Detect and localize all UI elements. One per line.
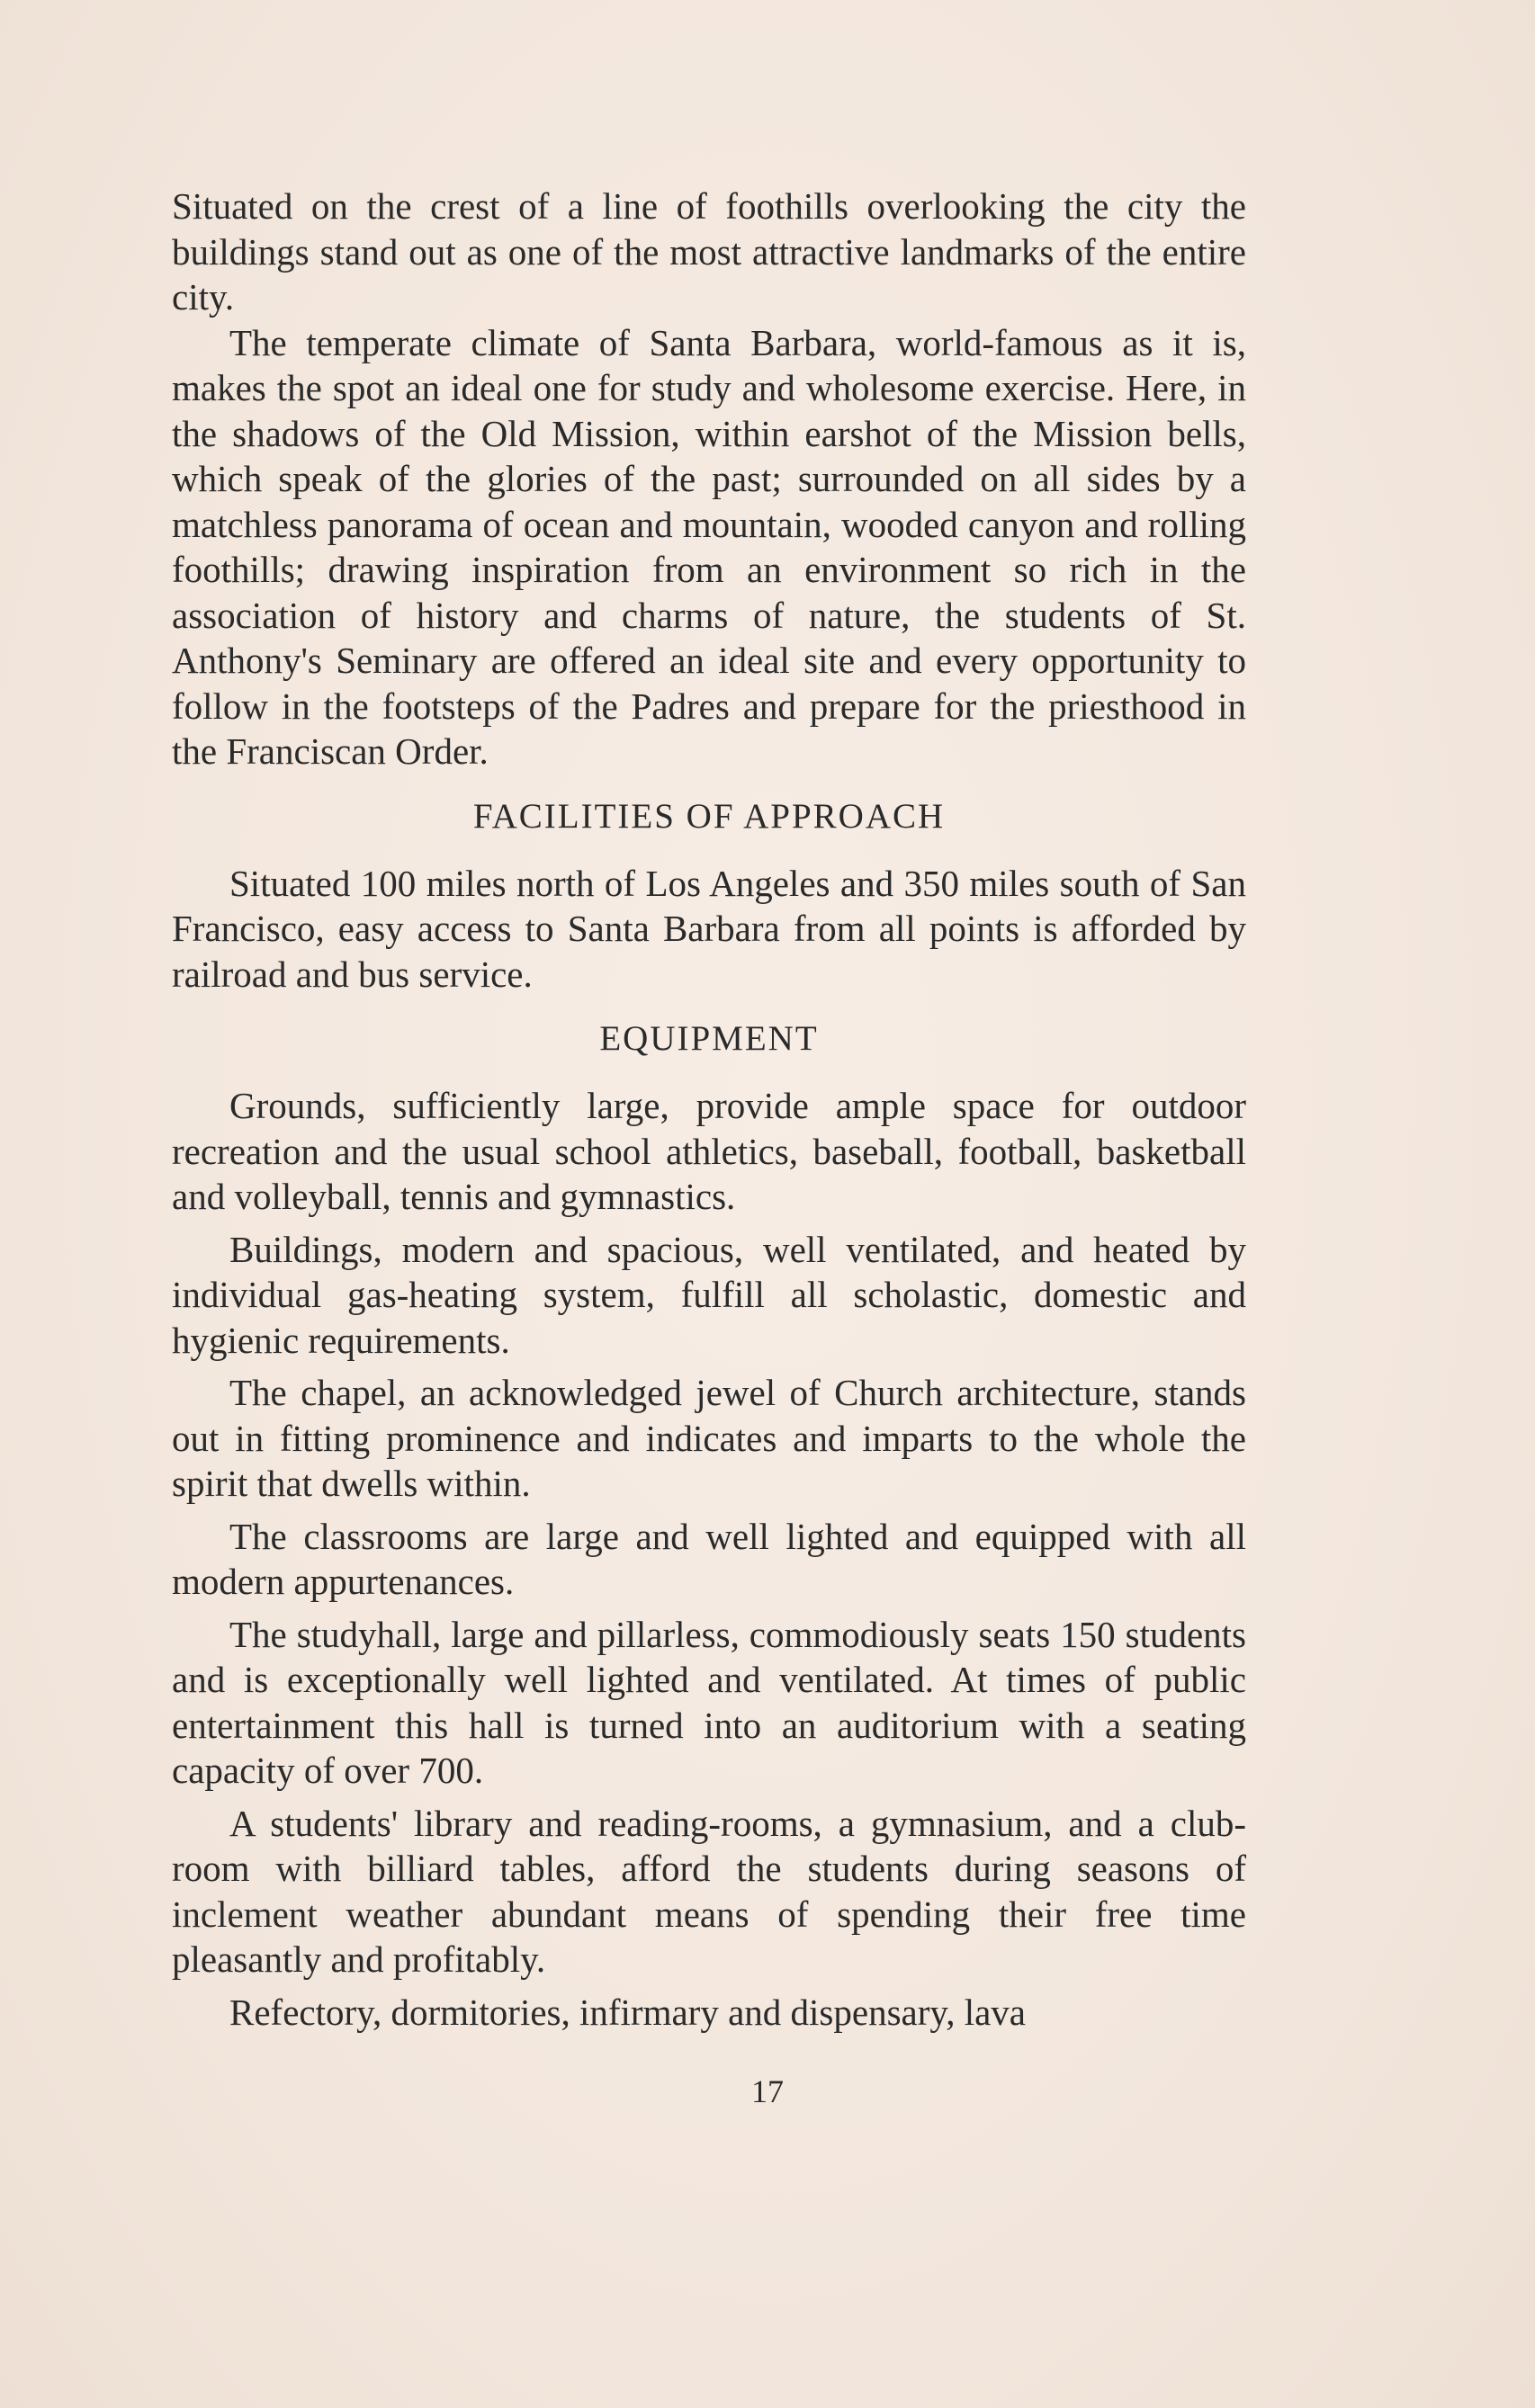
page-number: 17 (751, 2073, 784, 2109)
body-paragraph: The chapel, an acknowledged jewel of Church architecture, stands out in fitting prominence and indicates and imparts to the whole the spirit that dwells within. (172, 1372, 1246, 1504)
section-heading-approach: FACILITIES OF APPROACH (472, 796, 946, 836)
body-paragraph: The temperate climate of Santa Barbara, world-famous as it is, makes the spot an ideal one for study and wholesome exercise. Here, in the shadows of the Old Mission, within earshot of the Mission bells, which speak of the glories of the past; surrounded on all sides by a matchless panorama of ocean and mountain, wooded canyon and rolling foothills; drawing inspiration from an environment so rich in the association of history and charms of nature, the students of St. Anthony's Seminary are offered an ideal site and every opportunity to follow in the footsteps of the Padres and prepare for the priesthood in the Franciscan Order. (172, 321, 1246, 772)
body-paragraph: Buildings, modern and spacious, well ventilated, and heated by individual gas-heating system, fulfill all scholastic, domestic and hygienic requirements. (172, 1228, 1246, 1361)
body-paragraph: Grounds, sufficiently large, provide ample space for outdoor recreation and the usual school athletics, baseball, football, basketball and volleyball, tennis and gymnastics. (172, 1085, 1246, 1217)
body-paragraph: A students' library and reading-rooms, a gymnasium, and a club-room with billiard tables, afford the students during seasons of inclement weather abundant means of spending their free time pleasantly and profitably. (172, 1802, 1246, 1980)
body-paragraph: Situated 100 miles north of Los Angeles and 350 miles south of San Francisco, easy access to Santa Barbara from all points is afforded by railroad and bus service. (172, 862, 1246, 995)
section-heading-equipment: EQUIPMENT (599, 1019, 819, 1058)
body-paragraph: The studyhall, large and pillarless, commodiously seats 150 students and is exceptionally well lighted and ventilated. At times of public entertainment this hall is turned into an auditorium with a seating capacity of over 700. (172, 1613, 1246, 1791)
body-paragraph: Situated on the crest of a line of foothills overlooking the city the buildings stand out as one of the most attractive landmarks of the entire city. (172, 185, 1246, 318)
page-body (172, 184, 1246, 2035)
body-paragraph: Refectory, dormitories, infirmary and dispensary, lava (229, 1991, 1027, 2033)
body-paragraph: The classrooms are large and well lighted and equipped with all modern appurtenances. (172, 1515, 1246, 1602)
